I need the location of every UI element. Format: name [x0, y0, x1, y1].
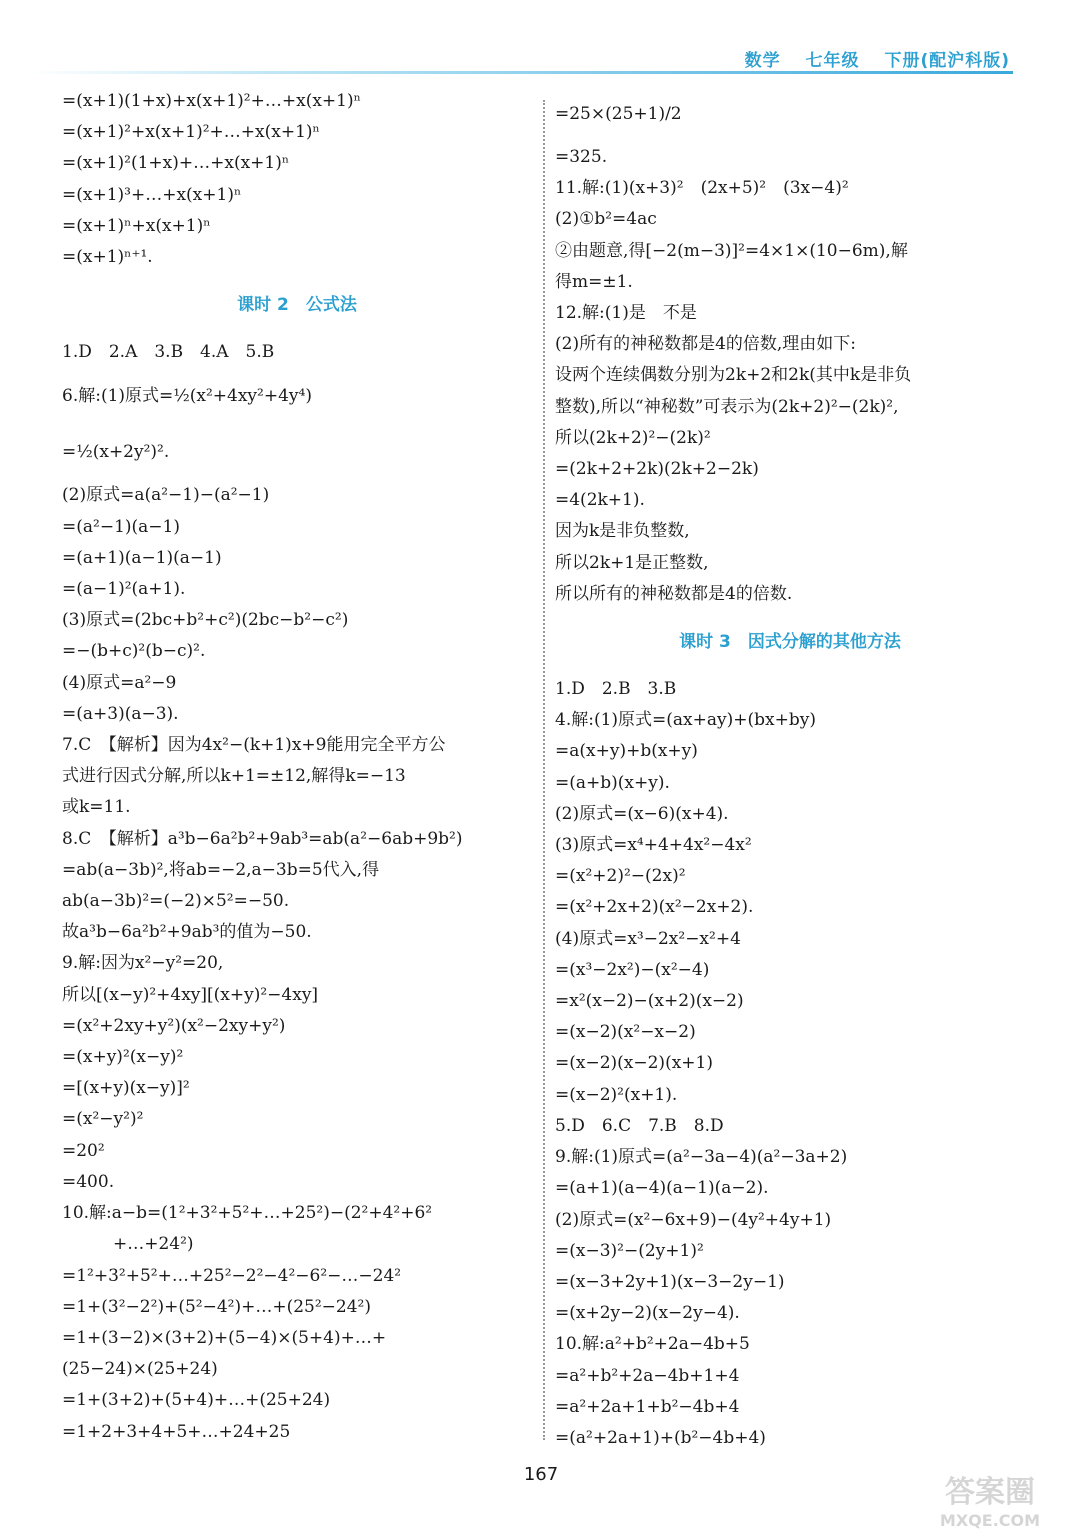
- answer-line: (2)①b²=4ac: [555, 209, 657, 230]
- answer-line: 设两个连续偶数分别为2k+2和2k(其中k是非负: [555, 365, 912, 386]
- answer-line: =25×(25+1)/2: [555, 104, 682, 124]
- answer-line: 所以[(x−y)²+4xy][(x+y)²−4xy]: [62, 984, 319, 1005]
- answer-line: =(x−2)²(x+1).: [555, 1084, 678, 1105]
- answer-line: =(a+1)(a−4)(a−1)(a−2).: [555, 1178, 769, 1199]
- answer-line: =(x−3+2y+1)(x−3−2y−1): [555, 1271, 785, 1292]
- answer-line: =(x³−2x²)−(x²−4): [555, 959, 710, 980]
- watermark-text: 答案圈: [945, 1475, 1035, 1510]
- answer-line: 4.解:(1)原式=(ax+ay)+(bx+by): [555, 710, 816, 731]
- answer-line: =a²+2a+1+b²−4b+4: [555, 1396, 740, 1417]
- answer-line: ②由题意,得[−2(m−3)]²=4×1×(10−6m),解: [555, 240, 908, 261]
- answer-line: (2)原式=a(a²−1)−(a²−1): [62, 485, 270, 506]
- header-grade: 七年级: [805, 51, 860, 71]
- answer-line: =(a+1)(a−1)(a−1): [62, 547, 222, 568]
- answer-line: 或k=11.: [62, 797, 131, 818]
- page-number: 167: [523, 1464, 559, 1485]
- answer-line: 12.解:(1)是 不是: [555, 303, 697, 324]
- answer-line: 6.解:(1)原式=½(x²+4xy²+4y⁴): [62, 386, 312, 407]
- answer-line: =(x+1)²+x(x+1)²+…+x(x+1)ⁿ: [62, 122, 320, 143]
- answer-line: =(a²−1)(a−1): [62, 516, 180, 537]
- answer-line: =(a+3)(a−3).: [62, 703, 179, 724]
- answer-line: =1+(3+2)+(5+4)+…+(25+24): [62, 1390, 331, 1411]
- answer-line: 1.D 2.B 3.B: [555, 679, 677, 700]
- answer-line: (2)原式=(x²−6x+9)−(4y²+4y+1): [555, 1209, 832, 1230]
- right-column: [555, 86, 1025, 1454]
- answer-line: =ab(a−3b)²,将ab=−2,a−3b=5代入,得: [62, 859, 380, 880]
- answer-line: 5.D 6.C 7.B 8.D: [555, 1115, 724, 1136]
- answer-line: =(x+1)²(1+x)+…+x(x+1)ⁿ: [62, 153, 290, 174]
- answer-line: =(2k+2+2k)(2k+2−2k): [555, 459, 759, 480]
- answer-line: =a²+b²+2a−4b+1+4: [555, 1365, 740, 1386]
- answer-line: =(x−2)(x−2)(x+1): [555, 1053, 713, 1074]
- answer-line: =(x+1)ⁿ⁺¹.: [62, 247, 153, 268]
- header-rule: [28, 71, 1013, 74]
- answer-line: =−(b+c)²(b−c)².: [62, 641, 206, 662]
- column-divider: [543, 100, 545, 1440]
- answer-line: 9.解:(1)原式=(a²−3a−4)(a²−3a+2): [555, 1147, 848, 1168]
- answer-line: =4(2k+1).: [555, 490, 645, 511]
- answer-line: 10.解:a−b=(1²+3²+5²+…+25²)−(2²+4²+6²: [62, 1203, 433, 1224]
- answer-line: =(x+2y−2)(x−2y−4).: [555, 1303, 740, 1324]
- page-header: [727, 46, 1010, 71]
- answer-line: =20²: [62, 1140, 105, 1161]
- section-heading: 课时 3 因式分解的其他方法: [679, 632, 901, 653]
- answer-line: 故a³b−6a²b²+9ab³的值为−50.: [62, 922, 312, 943]
- left-column: [62, 86, 532, 1448]
- answer-line: =(x−3)²−(2y+1)²: [555, 1240, 704, 1261]
- watermark-url: MXQE.COM: [939, 1511, 1041, 1530]
- answer-line: 7.C 【解析】因为4x²−(k+1)x+9能用完全平方公: [62, 735, 446, 756]
- answer-line: 11.解:(1)(x+3)² (2x+5)² (3x−4)²: [555, 178, 849, 199]
- answer-line: 式进行因式分解,所以k+1=±12,解得k=−13: [62, 766, 406, 787]
- answer-line: (3)原式=(2bc+b²+c²)(2bc−b²−c²): [62, 610, 349, 631]
- answer-line: (2)所有的神秘数都是4的倍数,理由如下:: [555, 334, 857, 355]
- answer-line: =(x+y)²(x−y)²: [62, 1047, 184, 1068]
- answer-line: (4)原式=x³−2x²−x²+4: [555, 928, 741, 949]
- watermark-logo: [905, 1468, 1075, 1532]
- answer-line: =(a²+2a+1)+(b²−4b+4): [555, 1427, 766, 1448]
- answer-line: =a(x+y)+b(x+y): [555, 741, 698, 762]
- answer-line: =(x²+2xy+y²)(x²−2xy+y²): [62, 1015, 286, 1036]
- answer-line: (25−24)×(25+24): [62, 1359, 218, 1380]
- answer-line: ab(a−3b)²=(−2)×5²=−50.: [62, 891, 290, 912]
- answer-line: 所以所有的神秘数都是4的倍数.: [555, 583, 793, 604]
- answer-line: =x²(x−2)−(x+2)(x−2): [555, 991, 744, 1012]
- answer-line: =1+(3−2)×(3+2)+(5−4)×(5+4)+…+: [62, 1327, 387, 1348]
- answer-line: =1+(3²−2²)+(5²−4²)+…+(25²−24²): [62, 1296, 371, 1317]
- answer-line: =(a−1)²(a+1).: [62, 579, 186, 600]
- answer-line: 因为k是非负整数,: [555, 521, 690, 542]
- answer-line: (4)原式=a²−9: [62, 672, 177, 693]
- header-subject: 数学: [744, 51, 781, 71]
- answer-line: =1+2+3+4+5+…+24+25: [62, 1421, 291, 1442]
- answer-line: =½(x+2y²)².: [62, 442, 170, 463]
- answer-line: 所以2k+1是正整数,: [555, 552, 709, 573]
- answer-line: =(x+1)ⁿ+x(x+1)ⁿ: [62, 215, 211, 236]
- answer-line: 得m=±1.: [555, 271, 633, 292]
- answer-line: 8.C 【解析】a³b−6a²b²+9ab³=ab(a²−6ab+9b²): [62, 828, 463, 849]
- answer-line: =[(x+y)(x−y)]²: [62, 1078, 190, 1099]
- answer-line: =(a+b)(x+y).: [555, 772, 670, 793]
- answer-line: 整数),所以“神秘数”可表示为(2k+2)²−(2k)²,: [555, 396, 899, 417]
- answer-line: (2)原式=(x−6)(x+4).: [555, 803, 729, 824]
- answer-line: 9.解:因为x²−y²=20,: [62, 953, 224, 974]
- answer-line: =(x²−y²)²: [62, 1109, 144, 1130]
- answer-line: =(x+1)³+…+x(x+1)ⁿ: [62, 184, 242, 205]
- answer-line: 10.解:a²+b²+2a−4b+5: [555, 1334, 750, 1355]
- answer-line: =(x−2)(x²−x−2): [555, 1022, 696, 1043]
- answer-line: =325.: [555, 147, 608, 167]
- answer-line: =400.: [62, 1171, 115, 1192]
- answer-line: (3)原式=x⁴+4+4x²−4x²: [555, 835, 752, 856]
- header-edition: 下册(配沪科版): [884, 51, 1010, 71]
- answer-line: =(x+1)(1+x)+x(x+1)²+…+x(x+1)ⁿ: [62, 91, 361, 111]
- answer-line: =1²+3²+5²+…+25²−2²−4²−6²−…−24²: [62, 1265, 402, 1286]
- answer-line: 所以(2k+2)²−(2k)²: [555, 427, 711, 448]
- section-heading: 课时 2 公式法: [237, 295, 357, 316]
- answer-line: =(x²+2)²−(2x)²: [555, 866, 686, 887]
- answer-line: 1.D 2.A 3.B 4.A 5.B: [62, 342, 275, 363]
- answer-line: +…+24²): [62, 1234, 194, 1255]
- answer-line: =(x²+2x+2)(x²−2x+2).: [555, 897, 754, 918]
